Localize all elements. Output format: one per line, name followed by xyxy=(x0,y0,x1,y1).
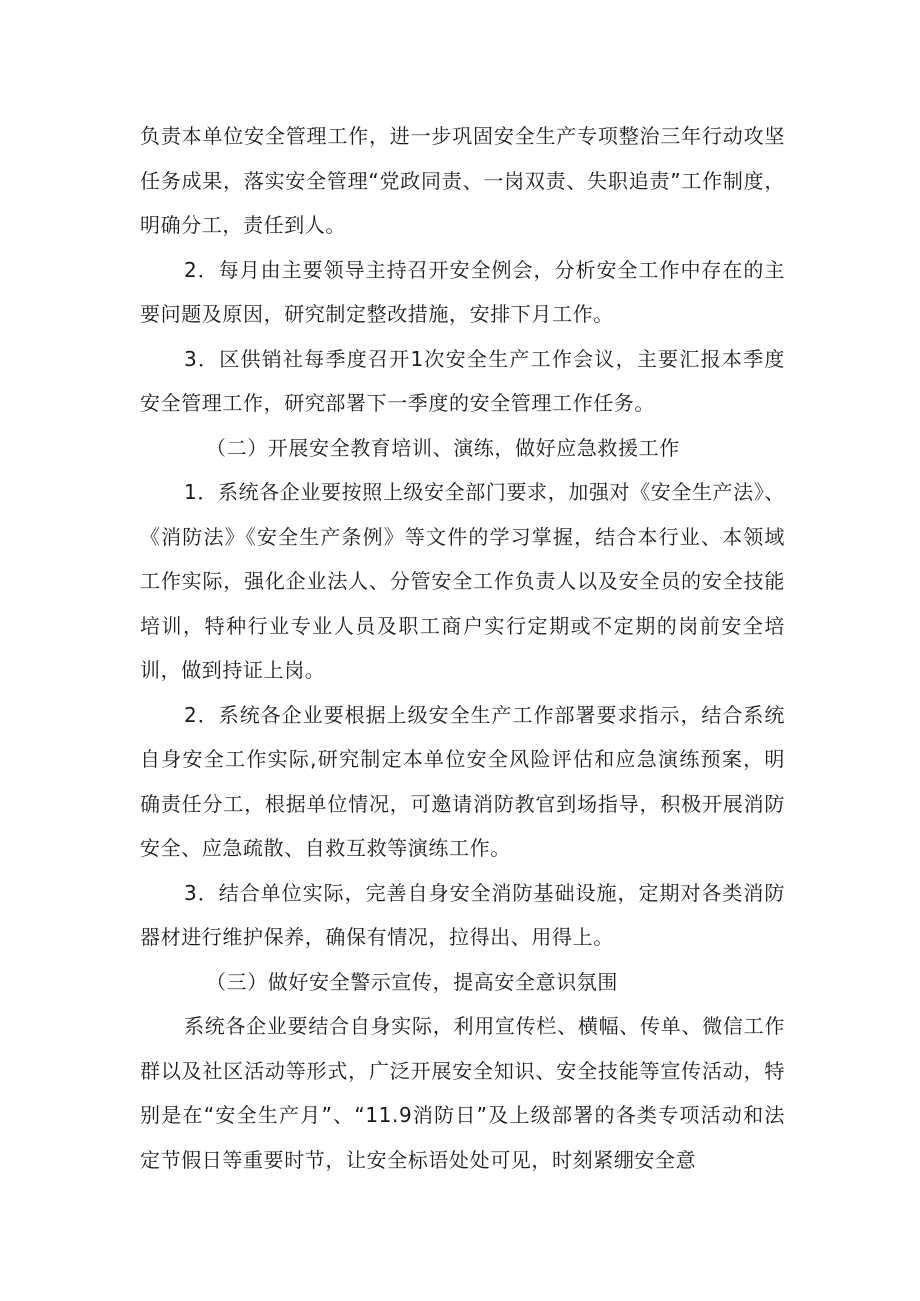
paragraph-item-1-training: 1．系统各企业要按照上级安全部门要求，加强对《安全生产法》、《消防法》《安全生产条例》等文件的学习掌握，结合本行业、本领域工作实际，强化企业法人、分管安全工作负责人以及安全员的安全技能培训，特种行业专业人员及职工商户实行定期或不定期的岗前安全培训，做到持证上岗。 xyxy=(140,480,785,682)
paragraph-continuation: 负责本单位安全管理工作，进一步巩固安全生产专项整治三年行动攻坚任务成果，落实安全管理“党政同责、一岗双责、失职追责”工作制度，明确分工，责任到人。 xyxy=(140,124,785,237)
paragraph-item-3-facilities: 3．结合单位实际，完善自身安全消防基础设施，定期对各类消防器材进行维护保养，确保有情况，拉得出、用得上。 xyxy=(140,880,785,949)
section-heading-3: （三）做好安全警示宣传，提高安全意识氛围 xyxy=(206,969,618,994)
paragraph-item-2-monthly-meeting: 2．每月由主要领导主持召开安全例会，分析安全工作中存在的主要问题及原因，研究制定整改措施，安排下月工作。 xyxy=(140,257,785,326)
document-body xyxy=(140,114,785,1182)
paragraph-item-3-quarterly-meeting: 3．区供销社每季度召开1次安全生产工作会议，主要汇报本季度安全管理工作，研究部署下一季度的安全管理工作任务。 xyxy=(140,346,785,415)
paragraph-item-2-drills: 2．系统各企业要根据上级安全生产工作部署要求指示，结合系统自身安全工作实际,研究制定本单位安全风险评估和应急演练预案，明确责任分工，根据单位情况，可邀请消防教官到场指导，积极开展消防安全、应急疏散、自救互救等演练工作。 xyxy=(140,702,785,860)
paragraph-publicity: 系统各企业要结合自身实际，利用宣传栏、横幅、传单、微信工作群以及社区活动等形式，广泛开展安全知识、安全技能等宣传活动，特别是在“安全生产月”、“11.9消防日”及上级部署的各类专项活动和法定节假日等重要时节，让安全标语处处可见，时刻紧绷安全意 xyxy=(140,1014,785,1172)
section-heading-2: （二）开展安全教育培训、演练，做好应急救援工作 xyxy=(206,435,680,460)
